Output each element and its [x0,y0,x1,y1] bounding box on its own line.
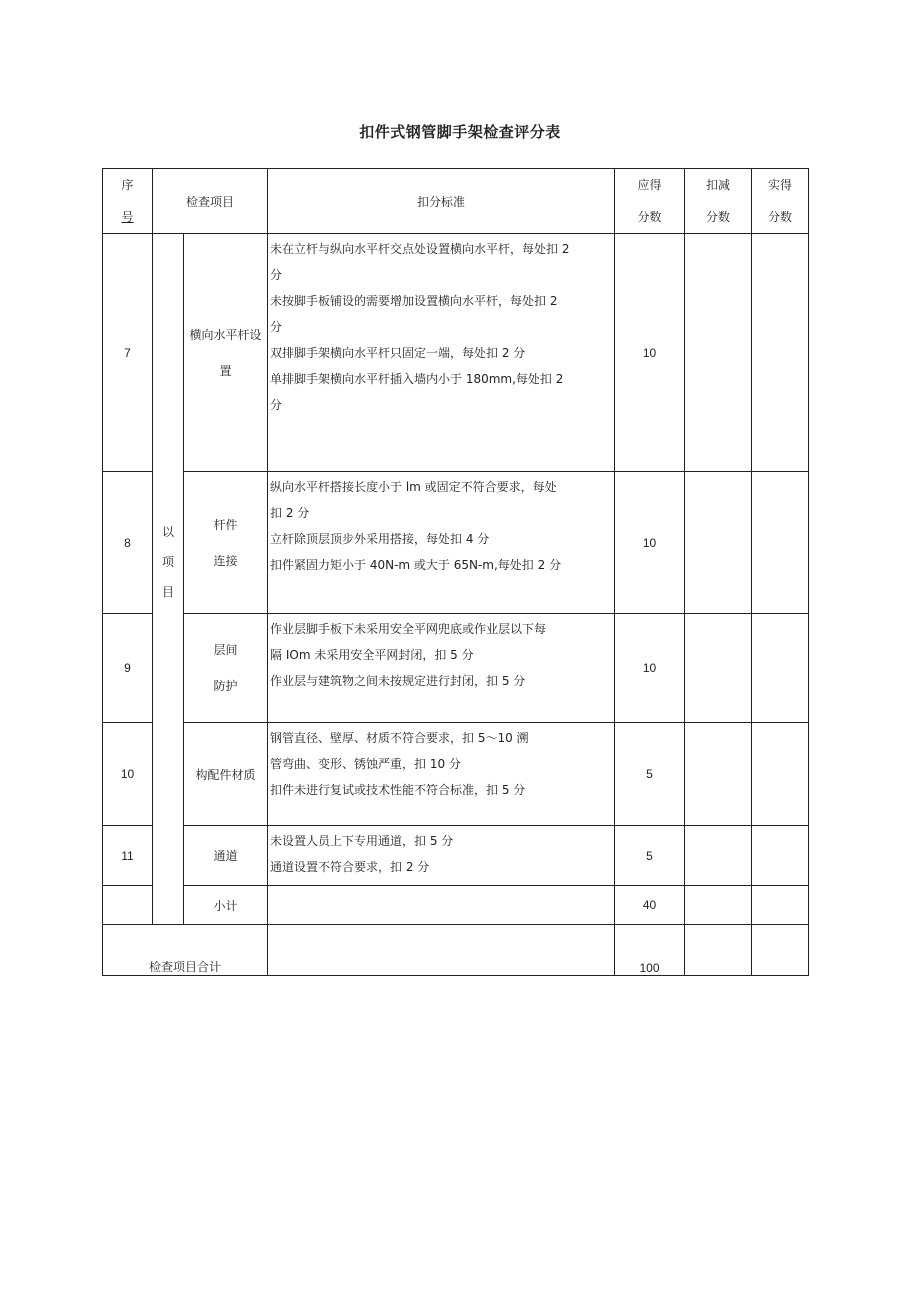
page-title: 扣件式钢管脚手架检查评分表 [359,123,561,141]
row-seq: 11 [103,826,153,886]
subtotal-criteria-cell [268,886,615,925]
score-table [102,168,809,976]
row-criteria: 未设置人员上下专用通道，扣 5 分 通道设置不符合要求，扣 2 分 [268,826,615,886]
row-due: 5 [615,826,685,886]
row-due: 5 [615,723,685,826]
row-due: 10 [615,234,685,472]
subtotal-label: 小计 [184,886,268,925]
row-criteria: 作业层脚手板下未采用安全平网兜底或作业层以下每 隔 IOm 未采用安全平网封闭，扣 5 分 作业层与建筑物之间未按规定进行封闭，扣 5 分 [268,614,615,723]
table-row [103,234,809,472]
row-actual-cell[interactable] [752,234,809,472]
table-row [103,826,809,886]
row-item: 杆件 连接 [184,472,268,614]
subtotal-due: 40 [615,886,685,925]
total-row [103,925,809,976]
row-seq: 10 [103,723,153,826]
header-criteria: 扣分标准 [268,169,615,234]
table-row [103,723,809,826]
row-item: 构配件材质 [184,723,268,826]
row-criteria: 纵向水平杆搭接长度小于 lm 或固定不符合要求，每处 扣 2 分 立杆除顶层顶步外采用搭接，每处扣 4 分 扣件紧固力矩小于 40N-m 或大于 65N-m,每处扣 2 分 [268,472,615,614]
row-actual-cell[interactable] [752,472,809,614]
subtotal-deduct-cell[interactable] [685,886,752,925]
header-due: 应得 分数 [615,169,685,234]
row-item: 层间 防护 [184,614,268,723]
row-deduct-cell[interactable] [685,234,752,472]
row-due: 10 [615,614,685,723]
total-criteria-cell [268,925,615,976]
section-label: 以 项 目 [153,234,184,925]
total-due: 100 [615,925,685,976]
row-deduct-cell[interactable] [685,614,752,723]
subtotal-row [103,886,809,925]
row-actual-cell[interactable] [752,826,809,886]
row-deduct-cell[interactable] [685,723,752,826]
table-row [103,472,809,614]
row-seq: 9 [103,614,153,723]
row-actual-cell[interactable] [752,723,809,826]
header-row [103,169,809,234]
table-row [103,614,809,723]
row-item: 横向水平杆设 置 [184,234,268,472]
row-deduct-cell[interactable] [685,826,752,886]
row-seq: 8 [103,472,153,614]
row-actual-cell[interactable] [752,614,809,723]
row-criteria: 钢管直径、壁厚、材质不符合要求，扣 5～10 溯 管弯曲、变形、锈蚀严重，扣 10 分 扣件未进行复试或技术性能不符合标准，扣 5 分 [268,723,615,826]
total-actual-cell[interactable] [752,925,809,976]
row-deduct-cell[interactable] [685,472,752,614]
row-seq: 7 [103,234,153,472]
subtotal-actual-cell[interactable] [752,886,809,925]
total-deduct-cell[interactable] [685,925,752,976]
header-actual: 实得 分数 [752,169,809,234]
row-item: 通道 [184,826,268,886]
subtotal-seq-cell [103,886,153,925]
header-item: 检查项目 [153,169,268,234]
total-label: 检查项目合计 [103,925,268,976]
header-deduct: 扣减 分数 [685,169,752,234]
header-seq: 序 号 [103,169,153,234]
row-criteria: 未在立杆与纵向水平杆交点处设置横向水平杆，每处扣 2 分 未按脚手板铺设的需要增加设置横向水平杆，每处扣 2 分 双排脚手架横向水平杆只固定一端，每处扣 2 分 单排脚手架横向水平杆插入墙内小于 180mm,每处扣 2 分 [268,234,615,472]
row-due: 10 [615,472,685,614]
